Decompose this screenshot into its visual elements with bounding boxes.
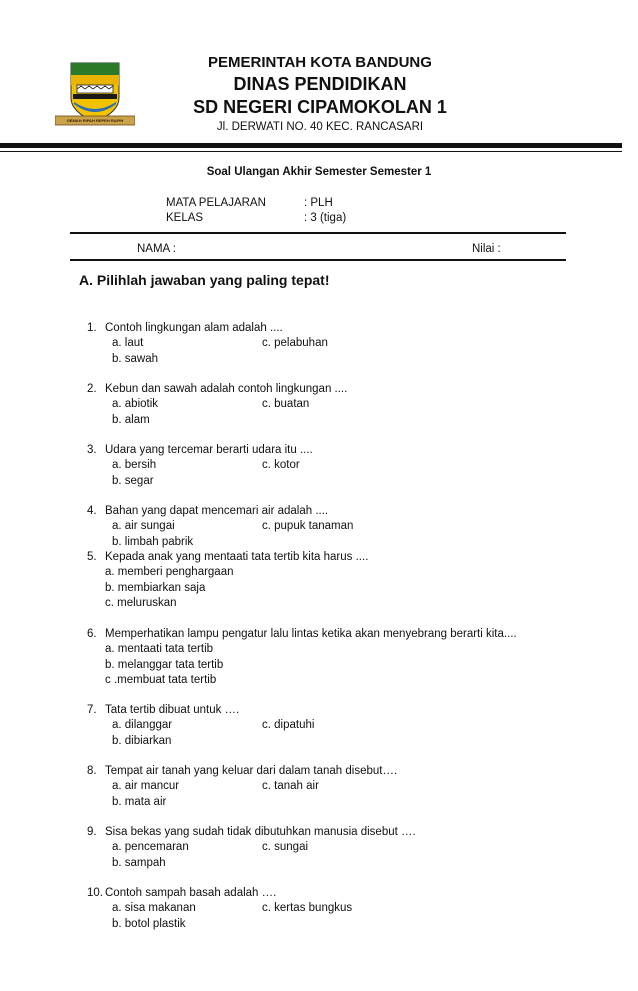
class-value: : 3 (tiga) [304,212,347,224]
question-text: Kepada anak yang mentaati tata tertib kita harus .... [105,551,369,563]
option-b: b. melanggar tata tertib [105,658,224,671]
question-4 [87,504,607,550]
option-b: b. membiarkan saja [105,581,206,594]
option-a: a. air sungai [112,520,175,533]
question-text: Bahan yang dapat mencemari air adalah .... [105,505,329,517]
subject-label: MATA PELAJARAN [166,197,266,209]
option-a: a. abiotik [112,398,159,411]
option-a: a. air mancur [112,780,180,793]
question-2 [87,382,607,428]
option-c: c. dipatuhi [262,719,315,732]
option-b: b. dibiarkan [112,734,172,747]
question-8 [87,764,607,810]
option-c: c. buatan [262,398,310,411]
question-7 [87,703,607,749]
question-number: 9. [87,826,97,838]
exam-title: Soal Ulangan Akhir Semester Semester 1 [206,166,432,178]
option-c: c .membuat tata tertib [105,673,217,686]
option-c: c. tanah air [262,780,319,793]
option-a: a. mentaati tata tertib [105,643,214,656]
city-logo [55,60,135,130]
option-a: a. memberi penghargaan [105,566,234,579]
option-a: a. bersih [112,459,157,472]
question-number: 3. [87,444,97,456]
option-c: c. meluruskan [105,596,177,609]
header-government: PEMERINTAH KOTA BANDUNG [208,54,432,71]
option-c: c. kertas bungkus [262,902,353,915]
question-number: 6. [87,628,97,640]
subject-value: : PLH [304,197,333,209]
option-b: b. mata air [112,795,167,808]
question-number: 10. [87,887,103,899]
question-6 [87,627,607,688]
option-b: b. segar [112,474,154,487]
header-department: DINAS PENDIDIKAN [233,74,407,94]
header-school: SD NEGERI CIPAMOKOLAN 1 [193,97,447,117]
question-1 [87,321,607,367]
name-label: NAMA : [137,243,176,255]
option-b: b. botol plastik [112,917,186,930]
question-number: 5. [87,551,97,563]
question-9 [87,825,607,871]
question-number: 2. [87,383,97,395]
question-number: 4. [87,505,97,517]
question-number: 1. [87,322,97,334]
option-c: c. kotor [262,459,300,472]
name-line-bottom [70,259,566,261]
header-divider-thick [0,143,622,148]
question-text: Udara yang tercemar berarti udara itu .... [105,444,313,456]
question-number: 8. [87,765,97,777]
question-3 [87,443,607,489]
question-10 [87,886,607,932]
option-c: c. sungai [262,841,309,854]
question-text: Sisa bekas yang sudah tidak dibutuhkan manusia disebut …. [105,826,416,838]
header-address: Jl. DERWATI NO. 40 KEC. RANCASARI [216,121,424,133]
section-title: A. Pilihlah jawaban yang paling tepat! [79,272,330,288]
question-number: 7. [87,704,97,716]
option-a: a. pencemaran [112,841,189,854]
option-c: c. pelabuhan [262,337,328,350]
name-line-top [70,232,566,234]
option-b: b. alam [112,413,150,426]
option-a: a. laut [112,337,144,350]
score-label: Nilai : [472,243,501,255]
question-text: Contoh sampah basah adalah …. [105,887,277,899]
question-text: Memperhatikan lampu pengatur lalu lintas ketika akan menyebrang berarti kita.... [105,628,517,640]
question-text: Tempat air tanah yang keluar dari dalam tanah disebut…. [105,765,398,777]
option-c: c. pupuk tanaman [262,520,354,533]
option-b: b. sawah [112,352,159,365]
option-b: b. sampah [112,856,166,869]
option-a: a. dilanggar [112,719,173,732]
question-text: Contoh lingkungan alam adalah .... [105,322,283,334]
logo-motto: GEMAH RIPAH REPEH RAPIH [66,118,124,123]
header-divider-thin [0,151,622,152]
option-b: b. limbah pabrik [112,535,194,548]
option-a: a. sisa makanan [112,902,196,915]
class-label: KELAS [166,212,204,224]
question-5 [87,550,607,611]
question-text: Tata tertib dibuat untuk …. [105,704,240,716]
question-text: Kebun dan sawah adalah contoh lingkungan .... [105,383,348,395]
